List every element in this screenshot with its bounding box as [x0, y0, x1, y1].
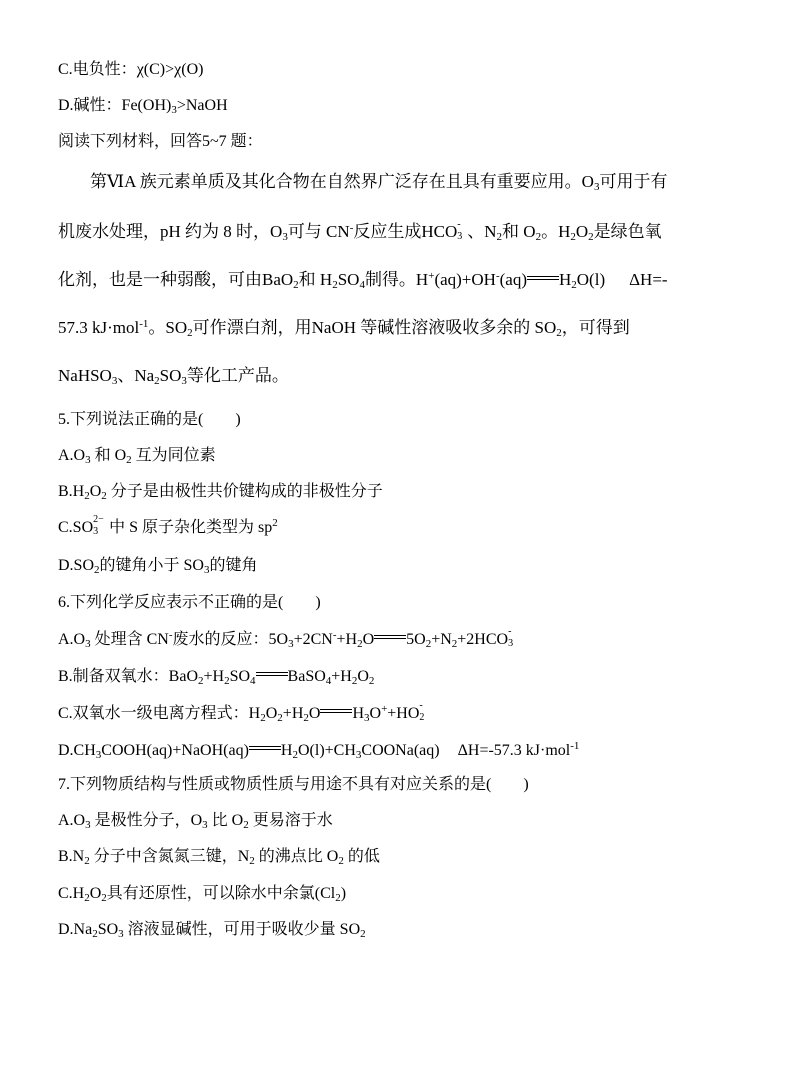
q5-option-c: C.SO 2− 3 中 S 原子杂化类型为 $sp^2$: [58, 514, 278, 537]
equals-sign: [249, 743, 281, 753]
q7-stem: 7.下列物质结构与性质或物质性质与用途不具有对应关系的是( ): [58, 776, 529, 793]
q4-option-d: D.碱性：$Fe(OH)_3>NaOH$: [58, 97, 228, 116]
q6-option-d: $D.CH_3COOH(aq)+NaOH(aq)$ $H_2O(l)+CH_3COONa(aq)$ ΔH=-57.3 kJ·mol$^{-1}$: [58, 740, 580, 761]
material-line-2: 机废水处理，pH 约为 8 时，$O_3$可与 CN-反应生成HCO - 3 、$N_2$和 $O_2$。$H_2O_2$是绿色氧: [58, 219, 662, 243]
material-line-5: NaHSO$_3$、$Na_2SO_3$等化工产品。: [58, 366, 289, 387]
reading-intro: 阅读下列材料，回答5~7 题：: [58, 133, 263, 150]
material-line-4: 57.3 kJ·mol$^{-1}$。$SO_2$可作漂白剂，用NaOH 等碱性溶液吸收多余的 $SO_2$，可得到: [58, 318, 630, 339]
equals-sign: [374, 632, 406, 642]
q7-option-d: $D.Na_2SO_3$ 溶液显碱性，可用于吸收少量 $SO_2$: [58, 921, 366, 940]
material-line-1: 第ⅥA 族元素单质及其化合物在自然界广泛存在且具有重要应用。$O_3$可用于有: [90, 172, 668, 193]
q7-option-a: $A.O_3$ 是极性分子，$O_3$ 比 $O_2$ 更易溶于水: [58, 812, 333, 831]
equals-sign: [320, 706, 352, 716]
material-line-3: 化剂，也是一种弱酸，可由BaO$_2$和 $H_2SO_4$制得。H+(aq)+OH-(aq) $H_2O(l)$ ΔH=-: [58, 270, 668, 291]
q6-option-c: C.双氧水一级电离方程式：$H_2O_2+H_2O$ $H_3O^++HO$ - 2: [58, 700, 425, 724]
q6-option-b: B.制备双氧水：$BaO_2+H_2SO_4$ $BaSO_4+H_2O_2$: [58, 668, 375, 687]
q6-stem: 6.下列化学反应表示不正确的是( ): [58, 594, 321, 611]
q5-option-a: $A.O_3$ 和 $O_2$ 互为同位素: [58, 447, 216, 466]
q5-option-b: $B.H_2O_2$ 分子是由极性共价键构成的非极性分子: [58, 483, 383, 502]
q7-option-b: $B.N_2$ 分子中含氮氮三键，$N_2$ 的沸点比 $O_2$ 的低: [58, 848, 380, 867]
q6-option-a: $A.O_3$ 处理含 CN-废水的反应：$5O_3+2CN^-+H_2O$ $5O_2+N_2+2HCO$ - 3: [58, 626, 514, 650]
q5-option-d: $D.SO_2$的键角小于 $SO_3$的键角: [58, 557, 258, 576]
q4-option-c-formula: χ(C)>χ(O): [136, 61, 204, 78]
equals-sign: [256, 669, 288, 679]
equals-sign: [527, 273, 559, 283]
q5-stem: 5.下列说法正确的是( ): [58, 411, 241, 428]
q4-option-c: C.电负性：χ(C)>χ(O): [58, 61, 204, 78]
q7-option-c: $C.H_2O_2$具有还原性，可以除水中余氯$(Cl_2)$: [58, 885, 347, 904]
